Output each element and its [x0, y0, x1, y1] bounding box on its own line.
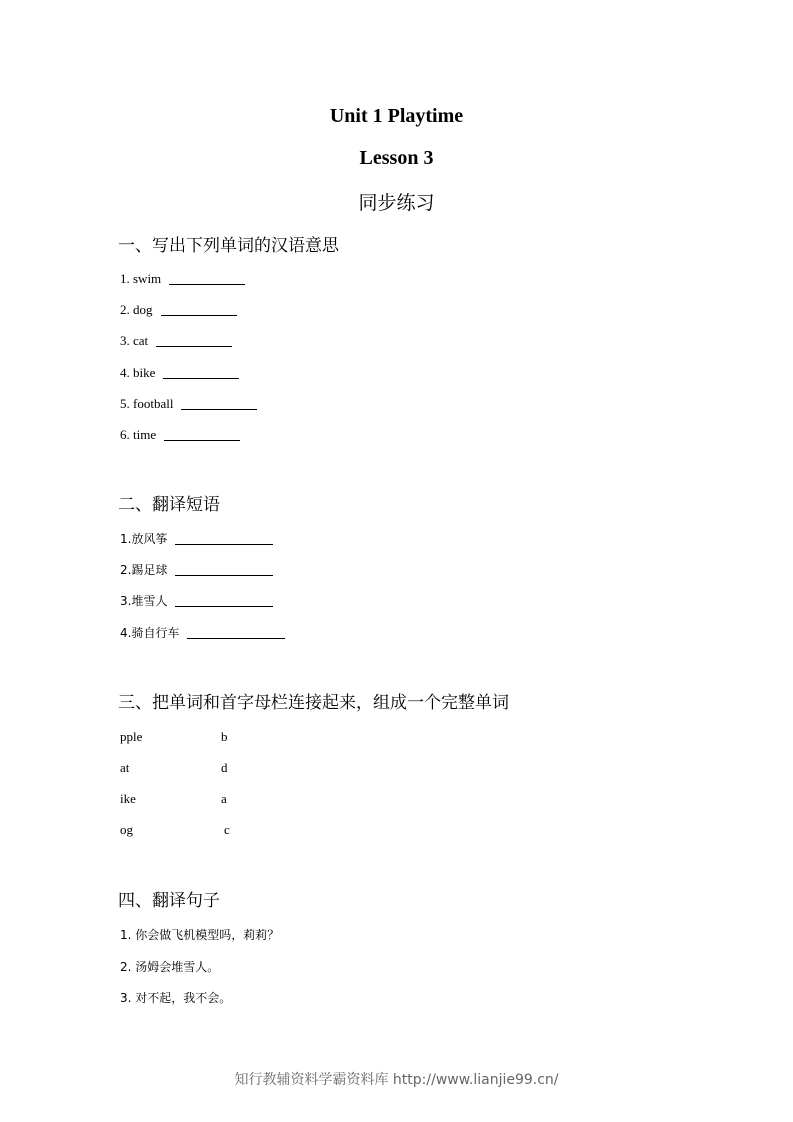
list-item: [120, 333, 232, 349]
answer-blank[interactable]: [169, 283, 245, 285]
word-label: 6. time: [120, 427, 157, 442]
left-column-item: at: [120, 760, 130, 775]
answer-blank[interactable]: [161, 314, 237, 316]
list-item: [120, 592, 273, 609]
section2-heading: 二、翻译短语: [118, 495, 220, 515]
answer-blank[interactable]: [187, 637, 285, 639]
answer-blank[interactable]: [163, 377, 239, 379]
lesson-title: Lesson 3: [359, 147, 434, 169]
answer-blank[interactable]: [175, 543, 273, 545]
word-label: 4. bike: [120, 365, 156, 380]
section4-heading: 四、翻译句子: [118, 891, 220, 911]
right-column-item: a: [221, 791, 227, 806]
list-item: [120, 396, 257, 412]
sentence-item: 1. 你会做飞机模型吗，莉莉？: [120, 928, 280, 942]
sentence-item: 2. 汤姆会堆雪人。: [120, 960, 220, 974]
answer-blank[interactable]: [181, 408, 257, 410]
answer-blank[interactable]: [164, 439, 240, 441]
document-title: Unit 1 Playtime: [329, 105, 464, 127]
answer-blank[interactable]: [175, 574, 273, 576]
word-label: 3. cat: [120, 333, 149, 348]
section3-heading: 三、把单词和首字母栏连接起来，组成一个完整单词: [118, 693, 509, 713]
phrase-label: 2.踢足球: [120, 563, 168, 577]
right-column-item: c: [224, 822, 230, 837]
list-item: [120, 561, 273, 578]
footer-watermark: 知行教辅资料学霸资料库 http://www.lianjie99.cn/: [234, 1072, 559, 1088]
exercise-subtitle: 同步练习: [358, 192, 435, 214]
answer-blank[interactable]: [175, 605, 273, 607]
word-label: 1. swim: [120, 271, 162, 286]
list-item: [120, 302, 237, 318]
phrase-label: 4.骑自行车: [120, 626, 180, 640]
phrase-label: 3.堆雪人: [120, 594, 168, 608]
list-item: [120, 365, 239, 381]
left-column-item: og: [120, 822, 133, 837]
word-label: 5. football: [120, 396, 174, 411]
answer-blank[interactable]: [156, 345, 232, 347]
section1-heading: 一、写出下列单词的汉语意思: [118, 236, 339, 256]
left-column-item: ike: [120, 791, 136, 806]
list-item: [120, 271, 245, 287]
left-column-item: pple: [120, 729, 143, 744]
right-column-item: d: [221, 760, 228, 775]
list-item: [120, 427, 240, 443]
right-column-item: b: [221, 729, 228, 744]
word-label: 2. dog: [120, 302, 153, 317]
list-item: [120, 530, 273, 547]
sentence-item: 3. 对不起，我不会。: [120, 991, 232, 1005]
phrase-label: 1.放风筝: [120, 532, 168, 546]
list-item: [120, 624, 285, 641]
